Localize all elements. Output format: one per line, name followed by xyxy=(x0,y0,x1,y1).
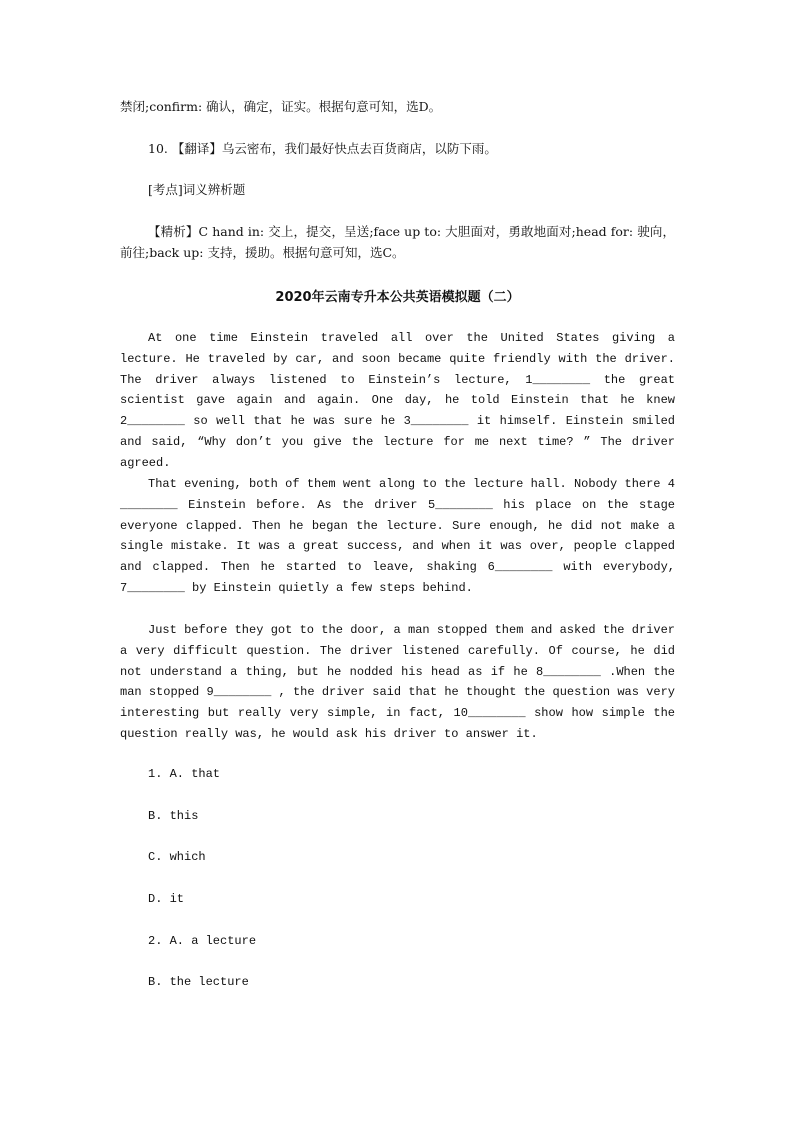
option-2a: 2. A. a lecture xyxy=(148,934,257,948)
prev-answer-line: 禁闭;confirm: 确认，确定，证实。根据句意可知，选D。 xyxy=(120,99,442,114)
option-1c: C. which xyxy=(148,850,206,864)
q10-test-point: [考点]词义辨析题 xyxy=(148,182,246,197)
passage-paragraph-2: That evening, both of them went along to the lecture hall. Nobody there 4 ________ Einstein before. As the driver 5________ his place on the stage everyone clapped. Then he began the lecture. Sure enough, he did not make a single mistake. It was a great success, and when it was over, people clapped and clapped. Then he started to leave, shaking 6________ with everybody, 7________ by Einstein quietly a few steps behind. xyxy=(120,477,675,595)
option-2b: B. the lecture xyxy=(148,975,249,989)
passage-paragraph-1: At one time Einstein traveled all over the United States giving a lecture. He traveled by car, and soon became quite friendly with the driver. The driver always listened to Einstein’s lecture, 1________ the great scientist gave again and again. One day, he told Einstein that he knew 2________ so well that he was sure he 3________ it himself. Einstein smiled and said, “Why don’t you give the lecture for me next time? ” The driver agreed. xyxy=(120,331,675,470)
q10-translation: 10. 【翻译】乌云密布，我们最好快点去百货商店，以防下雨。 xyxy=(148,141,497,156)
option-1b: B. this xyxy=(148,809,199,823)
section-title: 2020年云南专升本公共英语模拟题（二） xyxy=(275,290,520,305)
q10-analysis: 【精析】C hand in: 交上，提交，呈送;face up to: 大胆面对，勇敢地面对;head for: 驶向，前往;back up: 支持，援助。根据句意可知，选C。 xyxy=(120,224,675,260)
passage-paragraph-3: Just before they got to the door, a man stopped them and asked the driver a very difficult question. The driver listened carefully. Of course, he did not understand a thing, but he nodded his head as if he 8________ .When the man stopped 9________ , the driver said that he thought the question was very interesting but really very simple, in fact, 10________ show how simple the question really was, he would ask his driver to answer it. xyxy=(120,623,675,741)
option-1d: D. it xyxy=(148,892,185,906)
option-1a: 1. A. that xyxy=(148,767,221,781)
